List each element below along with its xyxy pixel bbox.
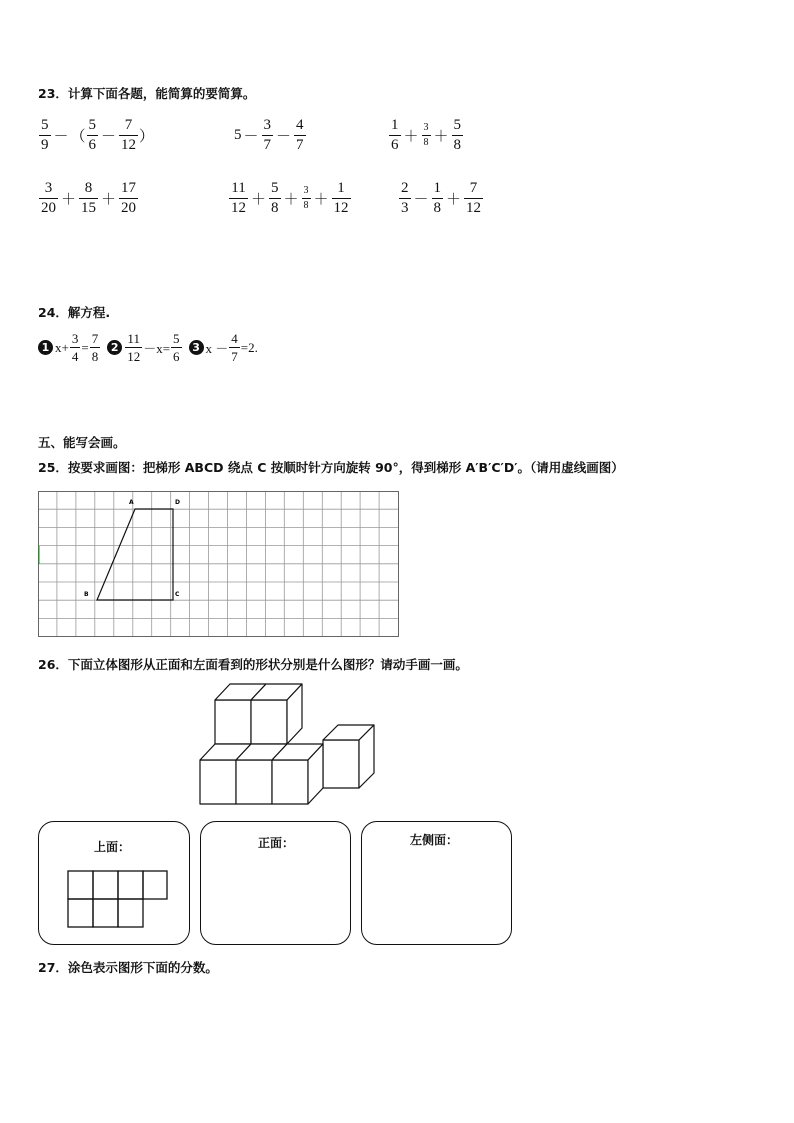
- fraction: $\frac{7}{12}$: [121, 117, 137, 153]
- q25-grid-figure: [38, 491, 400, 638]
- fraction: $\frac{1}{12}$: [333, 180, 349, 216]
- q23-expr-4: $\frac{3}{20}$ ＋ $\frac{8}{15}$ ＋ $\frac{17}{20}$: [41, 180, 137, 216]
- q23-expr-5: $\frac{11}{12}$ ＋ $\frac{5}{8}$ ＋ $\frac{3}{8}$ ＋ $\frac{1}{12}$: [231, 180, 349, 216]
- top-view-drawing: [67, 870, 168, 928]
- fraction: $\frac{3}{4}$: [71, 331, 79, 364]
- label-a: A: [129, 499, 134, 506]
- fraction: $\frac{3}{8}$: [423, 122, 429, 148]
- q24-equations: 1 x+ $\frac{3}{4}$ = $\frac{7}{8}$ 2 $\frac{11}{12}$ －x= $\frac{5}{6}$ 3 x － $\frac{4}{7}$ =2.: [38, 332, 258, 363]
- q23-expr-3: $\frac{1}{6}$ ＋ $\frac{3}{8}$ ＋ $\frac{5}{8}$: [391, 117, 462, 153]
- q24-title: 24．解方程.: [38, 305, 111, 320]
- fraction: $\frac{17}{20}$: [121, 180, 137, 216]
- fraction: $\frac{5}{8}$: [453, 117, 462, 153]
- fraction: $\frac{11}{12}$: [127, 331, 141, 364]
- fraction: $\frac{5}{9}$: [41, 117, 49, 153]
- fraction: $\frac{7}{8}$: [91, 331, 99, 364]
- fraction: $\frac{5}{8}$: [271, 180, 279, 216]
- q25-title: 25．按要求画图：把梯形 ABCD 绕点 C 按顺时针方向旋转 90°，得到梯形 A′B′C′D′。（请用虚线画图）: [38, 460, 624, 475]
- section-heading: 五、能写会画。: [38, 435, 126, 450]
- label-c: C: [175, 591, 180, 598]
- fraction: $\frac{4}{7}$: [231, 331, 238, 364]
- fraction: $\frac{3}{8}$: [303, 185, 309, 211]
- fraction: $\frac{5}{6}$: [88, 117, 97, 153]
- trapezoid-abcd: [97, 509, 173, 600]
- q23-expr-1: $\frac{5}{9}$ － （ $\frac{5}{6}$ － $\frac{7}{12}$ ）: [41, 117, 155, 153]
- fraction: $\frac{5}{6}$: [173, 331, 180, 364]
- fraction: $\frac{3}{7}$: [263, 117, 272, 153]
- label-d: D: [175, 499, 180, 506]
- top-view-label: 上面：: [94, 840, 131, 854]
- label-b: B: [84, 591, 89, 598]
- fraction: $\frac{1}{8}$: [433, 180, 442, 216]
- fraction: $\frac{11}{12}$: [231, 180, 246, 216]
- fraction: $\frac{8}{15}$: [81, 180, 97, 216]
- circled-number-1: 1: [38, 340, 53, 355]
- q23-title: 23．计算下面各题，能简算的要简算。: [38, 86, 256, 101]
- q27-title: 27．涂色表示图形下面的分数。: [38, 960, 218, 975]
- fraction: $\frac{3}{20}$: [41, 180, 56, 216]
- fraction: $\frac{2}{3}$: [401, 180, 409, 216]
- fraction: $\frac{7}{12}$: [466, 180, 482, 216]
- circled-number-3: 3: [189, 340, 204, 355]
- left-view-label: 左侧面：: [410, 833, 459, 847]
- q23-expr-6: $\frac{2}{3}$ － $\frac{1}{8}$ ＋ $\frac{7}{12}$: [401, 180, 482, 216]
- q26-title: 26．下面立体图形从正面和左面看到的形状分别是什么图形？请动手画一画。: [38, 657, 468, 672]
- front-view-label: 正面：: [258, 836, 295, 850]
- fraction: $\frac{1}{6}$: [391, 117, 399, 153]
- q23-expr-2: 5 － $\frac{3}{7}$ － $\frac{4}{7}$: [234, 117, 304, 153]
- circled-number-2: 2: [107, 340, 122, 355]
- fraction: $\frac{4}{7}$: [296, 117, 304, 153]
- solid-figure: [195, 680, 380, 806]
